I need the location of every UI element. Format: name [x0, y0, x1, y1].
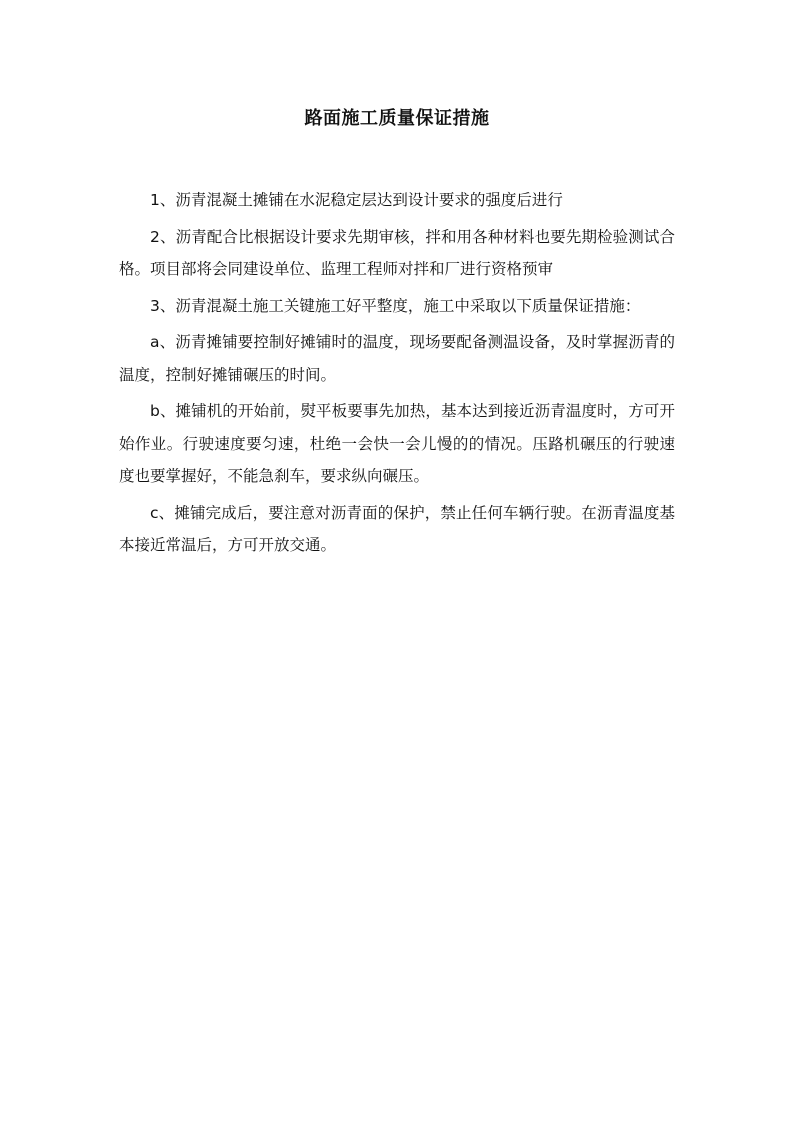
- paragraph-3: 3、沥青混凝土施工关键施工好平整度，施工中采取以下质量保证措施：: [150, 296, 641, 315]
- paragraph-b: b、摊铺机的开始前，熨平板要事先加热，基本达到接近沥青温度时，方可开始作业。行驶速度要匀速，杜绝一会快一会儿慢的的情况。压路机碾压的行驶速度也要掌握好，不能急刹车，要求纵向碾压。: [119, 402, 675, 485]
- document-body: [119, 184, 675, 566]
- paragraph-2: 2、沥青配合比根据设计要求先期审核，拌和用各种材料也要先期检验测试合格。项目部将会同建设单位、监理工程师对拌和厂进行资格预审: [119, 227, 675, 278]
- paragraph-c: c、摊铺完成后，要注意对沥青面的保护，禁止任何车辆行驶。在沥青温度基本接近常温后，方可开放交通。: [119, 503, 675, 554]
- document-title: 路面施工质量保证措施: [304, 108, 490, 129]
- paragraph-1: 1、沥青混凝土摊铺在水泥稳定层达到设计要求的强度后进行: [150, 191, 563, 209]
- paragraph-a: a、沥青摊铺要控制好摊铺时的温度，现场要配备测温设备，及时掌握沥青的温度，控制好摊铺碾压的时间。: [119, 333, 675, 384]
